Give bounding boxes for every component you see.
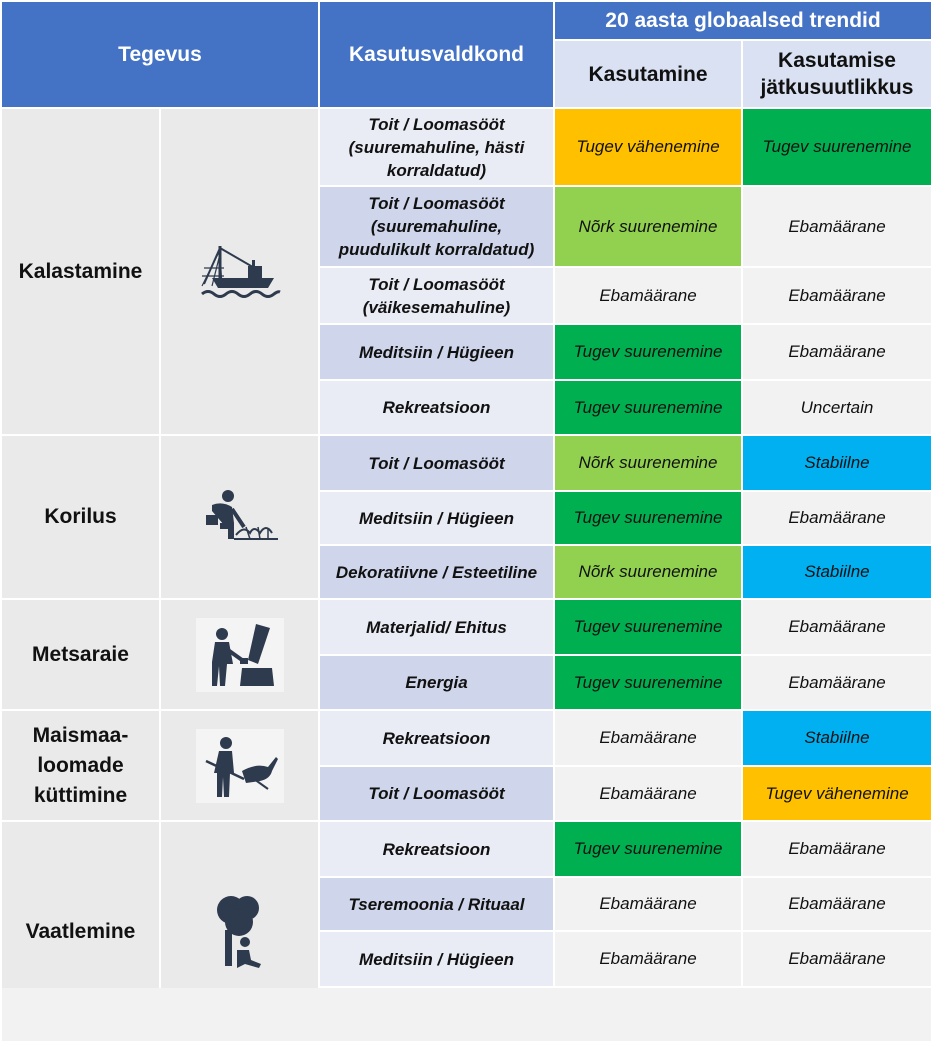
trend-use-cell: Tugev suurenemine	[555, 822, 741, 876]
activity-hunting: Maismaa-loomade küttimine	[2, 711, 159, 820]
activity-icon-cell	[161, 711, 318, 820]
use-area-cell: Materjalid/ Ehitus	[320, 600, 553, 654]
trend-sustainability-cell: Stabiilne	[743, 546, 931, 598]
trend-use-cell: Ebamäärane	[555, 878, 741, 930]
use-area-cell: Rekreatsioon	[320, 711, 553, 765]
header-sustainability: Kasutamise jätkusuutlikkus	[743, 41, 931, 107]
trend-sustainability-cell: Ebamäärane	[743, 656, 931, 709]
activity-logging: Metsaraie	[2, 600, 159, 709]
trend-sustainability-cell: Ebamäärane	[743, 600, 931, 654]
use-area-cell: Energia	[320, 656, 553, 709]
activity-icon-cell	[161, 109, 318, 434]
use-area-cell: Meditsiin / Hügieen	[320, 932, 553, 986]
activity-observation: Vaatlemine	[2, 822, 159, 1041]
use-area-cell: Meditsiin / Hügieen	[320, 492, 553, 544]
trend-use-cell: Tugev suurenemine	[555, 600, 741, 654]
trend-use-cell: Tugev suurenemine	[555, 325, 741, 379]
logging-person-icon	[196, 618, 284, 692]
trend-sustainability-cell: Ebamäärane	[743, 932, 931, 986]
tree-observer-icon	[205, 892, 275, 972]
use-area-cell: Toit / Loomasööt (suuremahuline, hästi korraldatud)	[320, 109, 553, 185]
activity-fishing: Kalastamine	[2, 109, 159, 434]
trend-sustainability-cell: Ebamäärane	[743, 878, 931, 930]
trend-sustainability-cell: Tugev suurenemine	[743, 109, 931, 185]
activity-icon-cell	[161, 436, 318, 598]
trend-sustainability-cell: Stabiilne	[743, 711, 931, 765]
trend-sustainability-cell: Ebamäärane	[743, 822, 931, 876]
header-use: Kasutamine	[555, 41, 741, 107]
use-area-cell: Meditsiin / Hügieen	[320, 325, 553, 379]
use-area-cell: Rekreatsioon	[320, 822, 553, 876]
trend-use-cell: Tugev suurenemine	[555, 492, 741, 544]
activity-icon-cell	[161, 600, 318, 709]
activity-gathering: Korilus	[2, 436, 159, 598]
trend-sustainability-cell: Stabiilne	[743, 436, 931, 490]
trend-sustainability-cell: Uncertain	[743, 381, 931, 434]
use-area-cell: Toit / Loomasööt	[320, 767, 553, 820]
trend-use-cell: Ebamäärane	[555, 711, 741, 765]
trend-use-cell: Nõrk suurenemine	[555, 187, 741, 266]
header-use-area: Kasutusvaldkond	[320, 2, 553, 107]
trend-sustainability-cell: Ebamäärane	[743, 268, 931, 323]
fishing-boat-icon	[198, 240, 282, 304]
trend-use-cell: Tugev suurenemine	[555, 656, 741, 709]
use-area-cell: Toit / Loomasööt	[320, 436, 553, 490]
trend-sustainability-cell: Ebamäärane	[743, 492, 931, 544]
trend-use-cell: Tugev suurenemine	[555, 381, 741, 434]
hunter-icon	[196, 729, 284, 803]
trend-sustainability-cell: Ebamäärane	[743, 187, 931, 266]
trend-use-cell: Tugev vähenemine	[555, 109, 741, 185]
header-activity: Tegevus	[2, 2, 318, 107]
use-area-cell: Toit / Loomasööt (suuremahuline, puudulikult korraldatud)	[320, 187, 553, 266]
trend-use-cell: Nõrk suurenemine	[555, 436, 741, 490]
trend-use-cell: Ebamäärane	[555, 932, 741, 986]
table-bottom-band	[2, 988, 931, 1041]
trend-sustainability-cell: Tugev vähenemine	[743, 767, 931, 820]
trend-use-cell: Ebamäärane	[555, 268, 741, 323]
trend-sustainability-cell: Ebamäärane	[743, 325, 931, 379]
gathering-person-icon	[198, 487, 282, 547]
trend-use-cell: Nõrk suurenemine	[555, 546, 741, 598]
use-area-cell: Dekoratiivne / Esteetiline	[320, 546, 553, 598]
use-area-cell: Toit / Loomasööt (väikesemahuline)	[320, 268, 553, 323]
use-area-cell: Rekreatsioon	[320, 381, 553, 434]
header-global-trends: 20 aasta globaalsed trendid	[555, 2, 931, 39]
trend-use-cell: Ebamäärane	[555, 767, 741, 820]
use-area-cell: Tseremoonia / Rituaal	[320, 878, 553, 930]
